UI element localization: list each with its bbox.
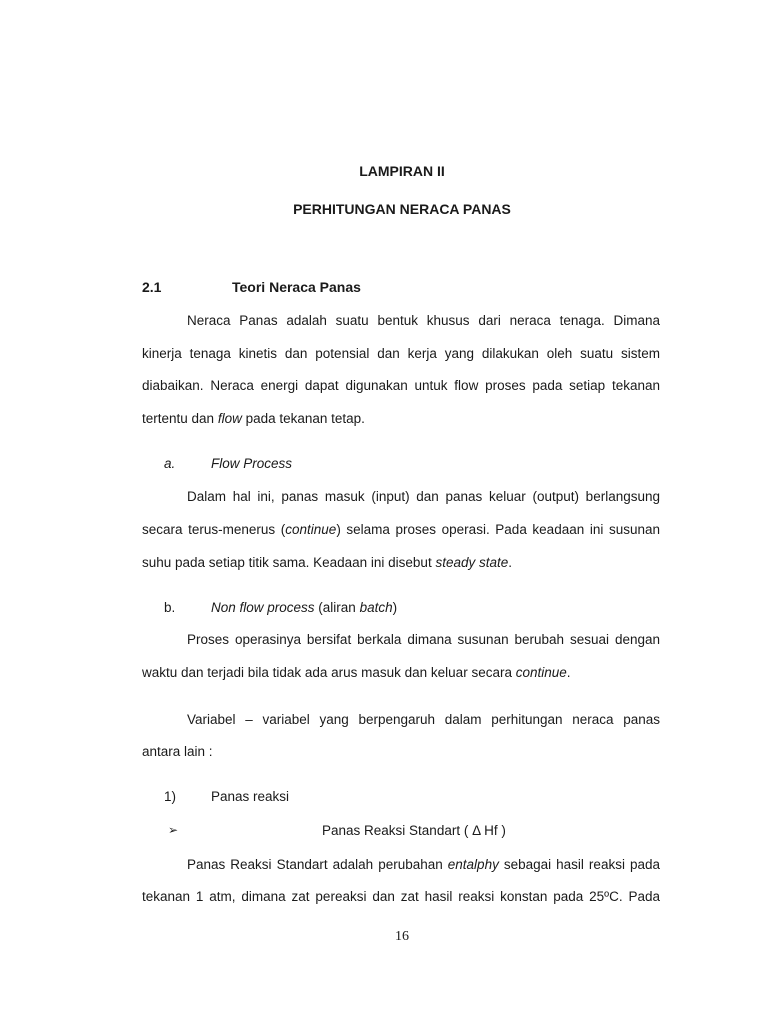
list-marker-1: 1) [164, 789, 177, 804]
list-title-non-flow-process: Non flow process (aliran batch) [211, 600, 398, 615]
paragraph-line: tekanan 1 atm, dimana zat pereaksi dan zat hasil reaksi konstan pada 25ºC. Pada [142, 889, 660, 904]
paragraph-line: Proses operasinya bersifat berkala dimana susunan berubah sesuai dengan [187, 632, 660, 647]
paragraph-line: suhu pada setiap titik sama. Keadaan ini disebut steady state. [142, 555, 513, 570]
paragraph-line: waktu dan terjadi bila tidak ada arus masuk dan keluar secara continue. [142, 665, 571, 680]
paragraph-line: Neraca Panas adalah suatu bentuk khusus dari neraca tenaga. Dimana [187, 313, 660, 328]
page-subtitle: PERHITUNGAN NERACA PANAS [293, 201, 511, 217]
bullet-title: Panas Reaksi Standart ( Δ Hf ) [322, 823, 506, 838]
list-marker-a: a. [164, 456, 176, 471]
list-title-flow-process: Flow Process [211, 456, 293, 471]
paragraph-line: diabaikan. Neraca energi dapat digunakan untuk flow proses pada setiap tekanan [142, 378, 660, 393]
paragraph-line: kinerja tenaga kinetis dan potensial dan kerja yang dilakukan oleh suatu sistem [142, 346, 660, 361]
section-title: Teori Neraca Panas [232, 279, 361, 295]
paragraph-line: Panas Reaksi Standart adalah perubahan entalphy sebagai hasil reaksi pada [187, 857, 660, 872]
paragraph-line: Variabel – variabel yang berpengaruh dalam perhitungan neraca panas [187, 712, 660, 727]
paragraph-line: tertentu dan flow pada tekanan tetap. [142, 411, 365, 426]
section-number: 2.1 [142, 279, 162, 295]
arrow-bullet-icon: ➢ [168, 823, 179, 837]
paragraph-line: secara terus-menerus (continue) selama proses operasi. Pada keadaan ini susunan [142, 522, 660, 537]
paragraph-line: Dalam hal ini, panas masuk (input) dan panas keluar (output) berlangsung [187, 489, 660, 504]
list-title-panas-reaksi: Panas reaksi [211, 789, 290, 804]
list-marker-b: b. [164, 600, 176, 615]
page-number: 16 [395, 929, 409, 944]
page-title: LAMPIRAN II [359, 163, 445, 179]
paragraph-line: antara lain : [142, 744, 213, 759]
